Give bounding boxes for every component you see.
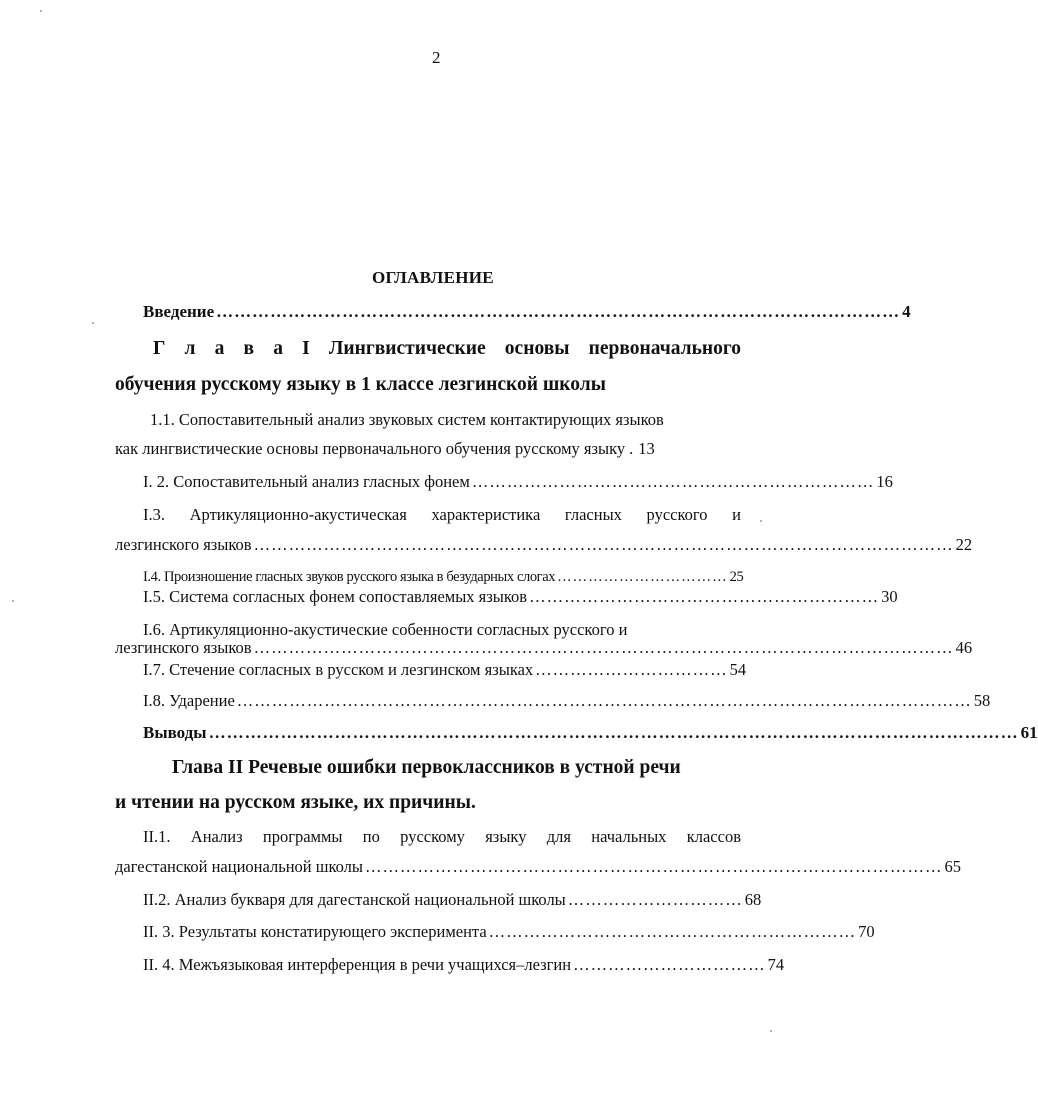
- toc-leader: ……………………………………………………………: [471, 472, 875, 491]
- toc-leader: .: [629, 439, 635, 458]
- toc-entry-page: 74: [767, 955, 785, 974]
- toc-entry-2-1-line1[interactable]: II.1. Анализ программы по русскому языку для начальных классов: [143, 827, 741, 846]
- toc-entry-page: 30: [881, 587, 898, 606]
- toc-entry-page: 16: [876, 472, 893, 491]
- toc-entry-1-2[interactable]: [143, 472, 893, 492]
- toc-entry-page: 58: [973, 691, 991, 710]
- toc-entry-page: 22: [955, 535, 973, 554]
- toc-entry-label: лезгинского языков: [115, 638, 252, 657]
- toc-entry-label: Введение: [143, 302, 215, 321]
- toc-leader: ………………………………………………………: [488, 922, 857, 941]
- toc-entry-page: 68: [744, 890, 762, 909]
- toc-entry-1-6-line1[interactable]: I.6. Артикуляционно-акустические собенности согласных русского и: [143, 620, 628, 639]
- toc-entry-label: II. 4. Межъязыковая интерференция в речи учащихся–лезгин: [143, 955, 572, 974]
- toc-entry-1-4[interactable]: [143, 567, 744, 587]
- toc-leader: ……………………………: [557, 569, 728, 585]
- toc-entry-label: II.2. Анализ букваря для дагестанской национальной школы: [143, 890, 566, 909]
- toc-entry-label: II. 3. Результаты констатирующего эксперимента: [143, 922, 487, 941]
- toc-leader: ……………………………: [535, 660, 728, 679]
- scan-speck: [12, 600, 14, 602]
- chapter-2-heading-line2: и чтении на русском языке, их причины.: [115, 792, 476, 813]
- toc-entry-2-1[interactable]: [115, 857, 961, 877]
- toc-entry-page: 61: [1020, 723, 1038, 742]
- chapter-1-heading-line2: обучения русскому языку в 1 классе лезгинской школы: [115, 374, 606, 395]
- chapter-2-heading-line1: Глава II Речевые ошибки первоклассников в устной речи: [172, 757, 681, 778]
- scan-speck: [760, 520, 762, 522]
- toc-entry-1-3-line1[interactable]: I.3. Артикуляционно-акустическая характеристика гласных русского и: [143, 505, 741, 524]
- toc-entry-page: 54: [729, 660, 747, 679]
- toc-entry-2-4[interactable]: [143, 955, 785, 975]
- scan-speck: [770, 1030, 772, 1032]
- toc-leader: …………………………………………………………………………………………………………: [253, 535, 954, 554]
- toc-entry-2-2[interactable]: [143, 890, 762, 910]
- toc-leader: ……………………………………………………: [529, 587, 880, 606]
- toc-entry-page: 13: [638, 439, 655, 458]
- toc-entry-1-8[interactable]: [143, 691, 991, 711]
- toc-entry-1-6[interactable]: [115, 638, 973, 658]
- toc-entry-1-7[interactable]: [143, 660, 747, 680]
- toc-entry-label: I. 2. Сопоставительный анализ гласных фонем: [143, 472, 470, 491]
- toc-entry-label: дагестанской национальной школы: [115, 857, 363, 876]
- scan-speck: [40, 10, 42, 12]
- toc-entry-page: 65: [944, 857, 961, 876]
- toc-entry-intro[interactable]: [143, 302, 911, 322]
- toc-entry-conclusions[interactable]: [143, 723, 1038, 743]
- toc-entry-label: Выводы: [143, 723, 207, 742]
- page-number: 2: [432, 48, 441, 67]
- toc-entry-1-1-line1[interactable]: 1.1. Сопоставительный анализ звуковых систем контактирующих языков: [150, 410, 664, 429]
- toc-leader: ……………………………………………………………………………………………………: [216, 302, 901, 321]
- toc-entry-page: 46: [955, 638, 973, 657]
- toc-leader: ………………………………………………………………………………………………………………………: [208, 723, 1019, 742]
- toc-entry-page: 25: [729, 569, 744, 585]
- toc-entry-page: 4: [902, 302, 911, 321]
- toc-entry-label: I.8. Ударение: [143, 691, 235, 710]
- toc-leader: ………………………………………………………………………………………: [365, 857, 943, 876]
- toc-title: ОГЛАВЛЕНИЕ: [372, 268, 494, 287]
- toc-entry-page: 70: [858, 922, 875, 941]
- toc-leader: ………………………………………………………………………………………………………………: [236, 691, 972, 710]
- toc-entry-label: лезгинского языков: [115, 535, 252, 554]
- toc-entry-1-3[interactable]: [115, 535, 973, 555]
- toc-entry-label: I.4. Произношение гласных звуков русского языка в безударных слогах: [143, 569, 556, 585]
- toc-leader: …………………………………………………………………………………………………………: [253, 638, 954, 657]
- toc-entry-label: I.7. Стечение согласных в русском и лезгинском языках: [143, 660, 534, 679]
- toc-entry-label: I.5. Система согласных фонем сопоставляемых языков: [143, 587, 528, 606]
- toc-entry-label: как лингвистические основы первоначального обучения русскому языку: [115, 439, 626, 458]
- toc-leader: ……………………………: [573, 955, 766, 974]
- toc-leader: …………………………: [567, 890, 743, 909]
- toc-entry-1-1[interactable]: [115, 439, 735, 459]
- toc-entry-1-5[interactable]: [143, 587, 898, 607]
- chapter-1-heading-line1: Г л а в а I Лингвистические основы первоначального: [153, 338, 741, 359]
- scan-speck: [92, 322, 94, 324]
- toc-entry-2-3[interactable]: [143, 922, 875, 942]
